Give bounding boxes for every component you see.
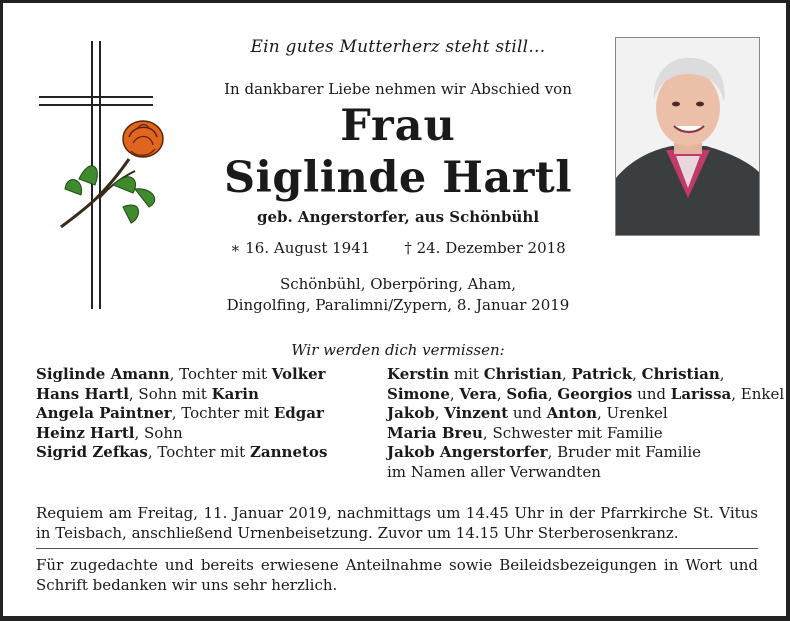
places-line-2: Dingolfing, Paralimni/Zypern, 8. Januar 2019 bbox=[226, 296, 570, 314]
mourner-name: Simone bbox=[387, 384, 450, 403]
mourner-line bbox=[387, 463, 767, 483]
mourner-line bbox=[387, 424, 767, 444]
thanks-text: Für zugedachte und bereits erwiesene Anteilnahme sowie Beileidsbezeigungen in Wort und Schrift bedanken wir uns sehr herzlich. bbox=[36, 556, 758, 594]
mourner-name: Sofia bbox=[506, 384, 548, 403]
mourner-relation: , Urenkel bbox=[596, 404, 668, 423]
mourner-line bbox=[36, 365, 366, 385]
mourners-left bbox=[36, 365, 366, 463]
mourner-name: Kerstin bbox=[387, 365, 450, 383]
mourner-relation: , Tochter mit bbox=[171, 404, 274, 423]
mourner-name: Volker bbox=[271, 365, 326, 383]
mourners-right bbox=[387, 365, 785, 483]
mourner-name: Zannetos bbox=[249, 443, 328, 462]
life-dates bbox=[203, 239, 593, 257]
places-line-1: Schönbühl, Oberpöring, Aham, bbox=[279, 275, 517, 293]
mourner-relation: und bbox=[508, 404, 547, 423]
mourner-name: Hans Hartl bbox=[36, 384, 129, 403]
mourner-relation: , bbox=[496, 384, 507, 403]
mourner-name: Karin bbox=[211, 384, 259, 403]
mourner-relation: , bbox=[719, 365, 725, 383]
mourner-name: Georgios bbox=[557, 384, 633, 403]
intro-line: In dankbarer Liebe nehmen wir Abschied von bbox=[224, 80, 572, 98]
mourner-name: Anton bbox=[546, 404, 597, 423]
death-date: † 24. Dezember 2018 bbox=[404, 239, 566, 257]
mourner-line bbox=[36, 404, 366, 424]
birth-date: ∗ 16. August 1941 bbox=[230, 239, 371, 257]
portrait-image bbox=[616, 38, 759, 235]
mourner-relation: , Tochter mit bbox=[169, 365, 272, 383]
mourner-name: Christian bbox=[641, 365, 720, 383]
divider bbox=[36, 548, 758, 549]
mourner-name: Maria Breu bbox=[387, 423, 483, 442]
mourner-relation: , Tochter mit bbox=[147, 443, 250, 462]
mourner-relation: und bbox=[632, 384, 671, 403]
mourner-name: Patrick bbox=[571, 365, 633, 383]
mourner-relation: , Bruder mit Familie bbox=[547, 443, 702, 462]
mourner-name: Vinzent bbox=[444, 404, 509, 423]
mourner-line bbox=[387, 384, 785, 405]
mourner-name: Heinz Hartl bbox=[36, 423, 135, 442]
mourner-line bbox=[387, 404, 767, 424]
mourner-line bbox=[36, 443, 366, 463]
mourner-relation: , bbox=[632, 365, 642, 383]
mourner-relation: , Enkel bbox=[731, 384, 785, 403]
requiem-text: Requiem am Freitag, 11. Januar 2019, nachmittags um 14.45 Uhr in der Pfarrkirche St. Vitus in Teisbach, anschließend Urnenbeisetzung. Zuvor um 14.15 Uhr Sterberosenkranz. bbox=[36, 504, 758, 542]
mourner-relation: , bbox=[547, 384, 558, 403]
mourner-line bbox=[36, 424, 366, 444]
places-date bbox=[203, 274, 593, 316]
motto: Ein gutes Mutterherz steht still… bbox=[250, 37, 546, 57]
mourner-name: Vera bbox=[459, 384, 497, 403]
mourner-name: Siglinde Amann bbox=[36, 365, 170, 383]
cross-with-rose-icon bbox=[37, 39, 167, 311]
mourner-name: Jakob Angerstorfer bbox=[387, 443, 548, 462]
deceased-name: Siglinde Hartl bbox=[223, 153, 573, 203]
mourner-relation: , bbox=[449, 384, 460, 403]
mourner-relation: , bbox=[561, 365, 572, 383]
mourner-name: Christian bbox=[483, 365, 562, 383]
miss-heading: Wir werden dich vermissen: bbox=[291, 341, 505, 359]
mourner-relation: , Schwester mit Familie bbox=[482, 423, 663, 442]
mourner-line bbox=[387, 365, 767, 385]
portrait-photo bbox=[615, 37, 760, 236]
mourner-line bbox=[387, 443, 767, 463]
mourner-name: Edgar bbox=[273, 404, 324, 423]
title-frau: Frau bbox=[340, 101, 456, 151]
mourner-name: Sigrid Zefkas bbox=[36, 443, 148, 462]
mourner-name: Jakob bbox=[387, 404, 435, 423]
mourner-relation: , Sohn bbox=[134, 423, 183, 442]
mourner-relation: im Namen aller Verwandten bbox=[387, 462, 601, 481]
mourner-name: Angela Paintner bbox=[36, 404, 172, 423]
mourner-relation: , bbox=[434, 404, 445, 423]
birth-info: geb. Angerstorfer, aus Schönbühl bbox=[256, 208, 540, 226]
mourner-relation: , Sohn mit bbox=[128, 384, 212, 403]
mourner-relation: mit bbox=[449, 365, 484, 383]
mourner-line bbox=[36, 385, 366, 405]
mourner-name: Larissa bbox=[670, 384, 732, 403]
